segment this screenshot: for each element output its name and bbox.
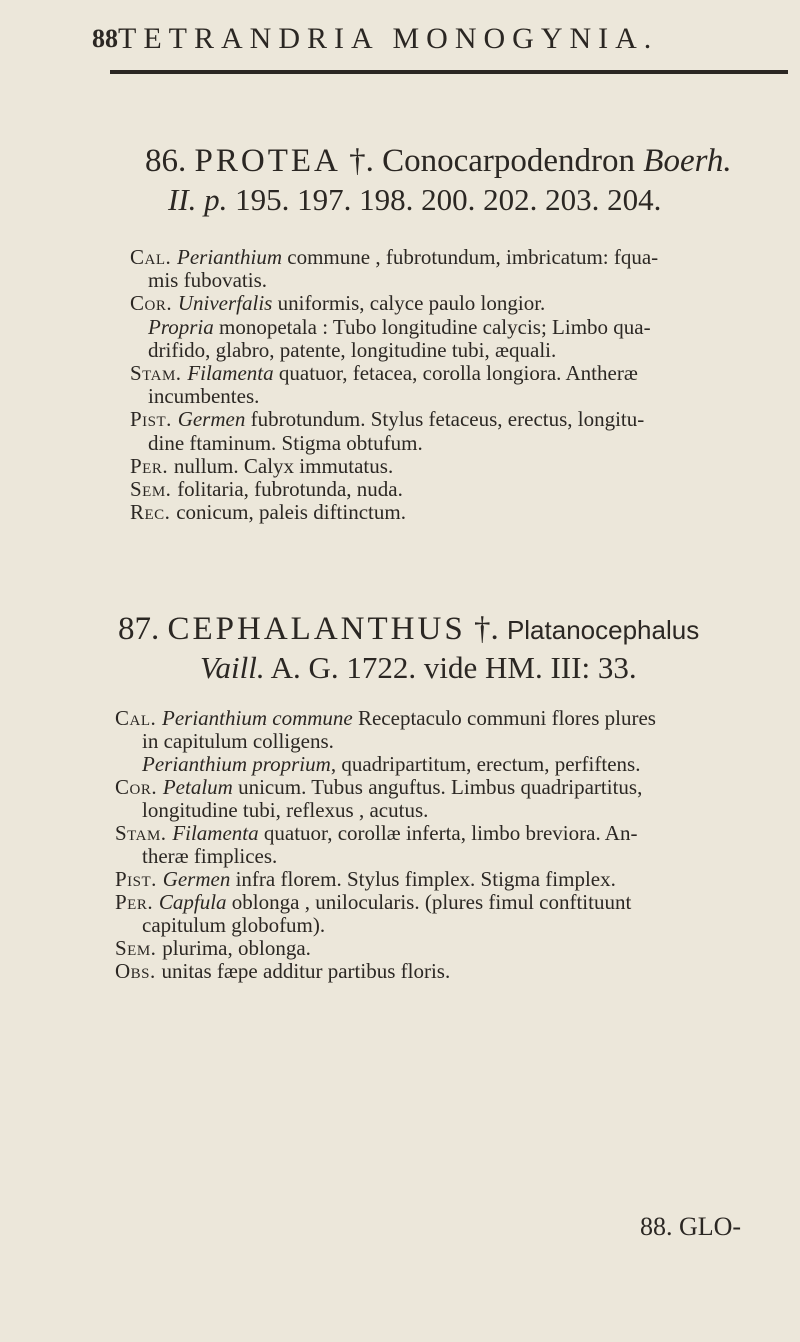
part-text: unicum. Tubus anguftus. Limbus quadripartitus, (232, 775, 643, 799)
part-text: Receptaculo communi flores plures (352, 706, 656, 730)
part-term: Perianthium commune (162, 706, 353, 730)
description-line (115, 775, 642, 799)
description-line (148, 384, 259, 408)
description-line (115, 867, 616, 891)
part-text: theræ fimplices. (142, 844, 278, 868)
part-text: capitulum globofum). (142, 913, 326, 937)
description-line (142, 913, 325, 937)
description-line (148, 268, 267, 292)
genus-87-synonym: Platanocephalus (506, 615, 700, 645)
part-abbreviation: Sem. (130, 477, 178, 501)
description-line (115, 706, 656, 730)
part-abbreviation: Pist. (115, 867, 163, 891)
part-text: monopetala : Tubo longitudine calycis; Limbo qua- (213, 314, 651, 339)
genus-87-author: Vaill. (200, 650, 265, 685)
part-text: oblonga , unilocularis. (plures fimul conftituunt (226, 890, 632, 914)
description-line (142, 798, 428, 822)
description-line (130, 245, 658, 269)
part-text: longitudine tubi, reflexus , acutus. (142, 798, 429, 822)
description-line (130, 500, 406, 524)
part-text: plurima, oblonga. (162, 936, 311, 960)
part-text: fubrotundum. Stylus fetaceus, erectus, longitu- (245, 407, 645, 432)
part-text: in capitulum colligens. (142, 729, 334, 753)
part-term: Capfula (158, 890, 227, 914)
part-term: Germen (177, 407, 246, 432)
part-text: commune , fubrotundum, imbricatum: fqua- (282, 245, 659, 269)
genus-87-name: CEPHALANTHUS (167, 611, 466, 647)
genus-87-ref-pages: A. G. 1722. vide HM. III: 33. (270, 650, 637, 685)
genus-86-reference (168, 180, 661, 220)
part-abbreviation: Cor. (130, 291, 178, 316)
description-line (130, 477, 403, 501)
part-text: uniformis, calyce paulo longior. (272, 291, 546, 316)
genus-87-title (118, 608, 699, 651)
part-text: quatuor, fetacea, corolla longiora. Antheræ (273, 361, 638, 385)
description-line (148, 338, 556, 362)
description-line (115, 936, 311, 960)
part-text: mis fubovatis. (148, 268, 267, 293)
part-term: Univerfalis (177, 291, 273, 316)
genus-86-author: Boerh. (643, 143, 732, 179)
part-abbreviation: Per. (115, 890, 159, 914)
description-line (142, 729, 334, 753)
part-abbreviation: Stam. (115, 821, 173, 845)
part-text: quatuor, corollæ inferta, limbo breviora. An- (258, 821, 638, 845)
genus-86-mark: †. (349, 143, 374, 179)
description-line (115, 821, 637, 845)
part-term: Filamenta (187, 361, 274, 385)
description-line (142, 844, 277, 868)
genus-87-number: 87. (118, 611, 160, 647)
part-abbreviation: Cal. (115, 706, 163, 730)
genus-86-name: PROTEA (194, 143, 341, 179)
part-text: dine ftaminum. Stigma obtufum. (148, 430, 423, 455)
genus-86-synonym: Conocarpodendron (382, 143, 636, 179)
part-text: conicum, paleis diftinctum. (176, 500, 406, 525)
genus-86-title (145, 140, 732, 182)
part-term: Filamenta (172, 821, 259, 845)
genus-86-ref-pages: 195. 197. 198. 200. 202. 203. 204. (235, 182, 662, 217)
genus-86-ref-volume: II. p. (168, 182, 228, 217)
part-abbreviation: Cal. (130, 245, 178, 269)
part-text: infra florem. Stylus fimplex. Stigma fimplex. (230, 867, 616, 891)
genus-87-mark: †. (473, 611, 499, 647)
part-abbreviation: Pist. (130, 407, 178, 432)
description-line (130, 454, 393, 478)
description-line (130, 361, 638, 385)
part-term: Petalum (162, 775, 233, 799)
part-term: Perianthium (177, 245, 283, 269)
description-line (148, 315, 651, 339)
part-text: folitaria, fubrotunda, nuda. (177, 477, 403, 501)
part-abbreviation: Sem. (115, 936, 163, 960)
description-line (115, 959, 450, 983)
part-abbreviation: Per. (130, 453, 174, 478)
catchword: 88. GLO- (640, 1212, 742, 1241)
part-abbreviation: Cor. (115, 775, 163, 799)
part-term: Propria (148, 314, 214, 339)
description-line (115, 890, 631, 914)
genus-87-reference (200, 648, 637, 688)
description-line (142, 752, 640, 776)
part-text: drifido, glabro, patente, longitudine tubi, æquali. (148, 337, 557, 362)
part-text: unitas fæpe additur partibus floris. (161, 959, 451, 983)
page-number: 88 (92, 24, 118, 53)
part-abbreviation: Obs. (115, 959, 162, 983)
part-term: Germen (162, 867, 231, 891)
description-line (130, 407, 644, 431)
description-line (148, 431, 423, 455)
genus-86-number: 86. (145, 143, 187, 179)
part-text: nullum. Calyx immutatus. (173, 453, 394, 478)
part-abbreviation: Rec. (130, 500, 177, 525)
part-text: , quadripartitum, erectum, perfiftens. (330, 752, 641, 776)
running-title: TETRANDRIA MONOGYNIA. (118, 22, 659, 55)
part-abbreviation: Stam. (130, 361, 188, 385)
part-text: incumbentes. (148, 384, 260, 409)
part-term: Perianthium proprium (142, 752, 331, 776)
header-rule (110, 70, 788, 74)
description-line (130, 291, 545, 315)
